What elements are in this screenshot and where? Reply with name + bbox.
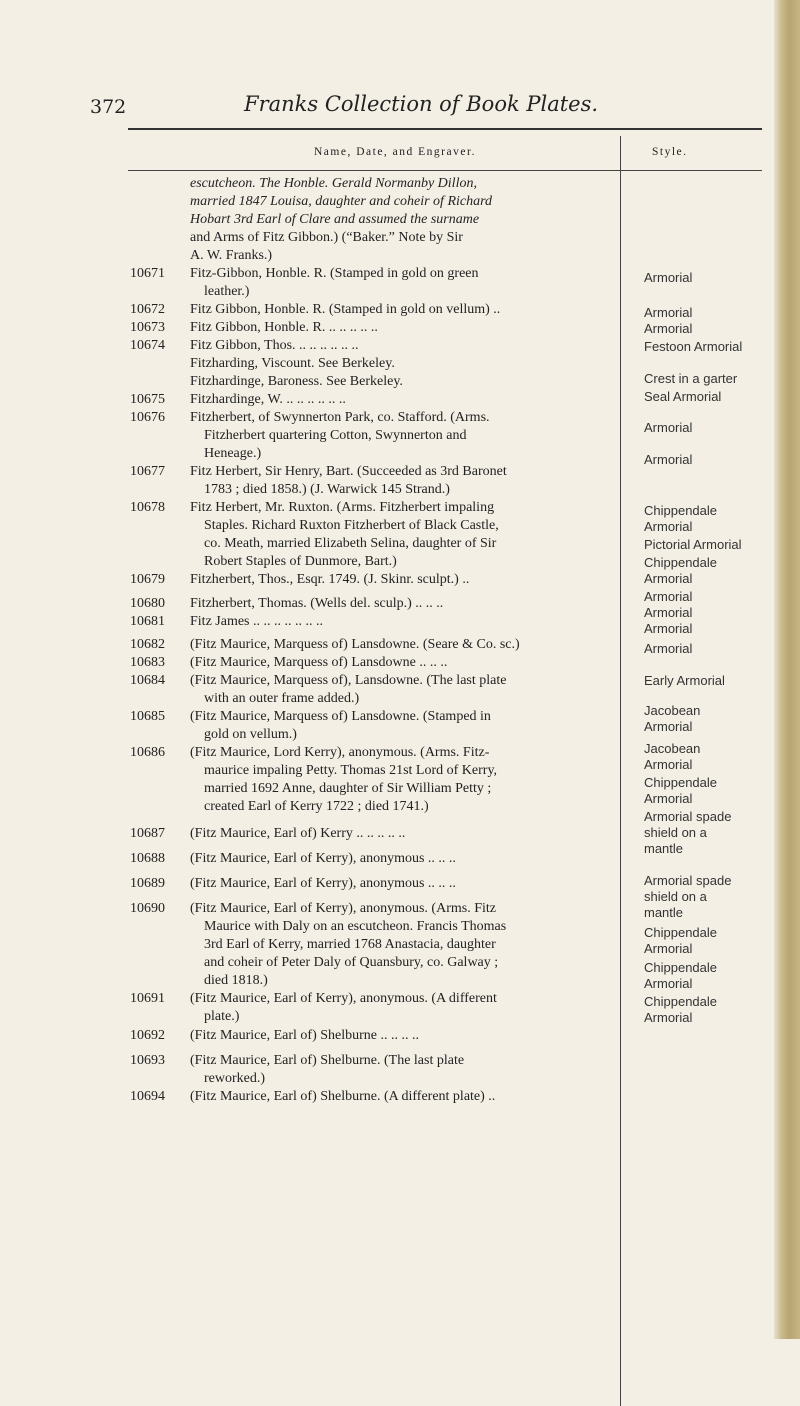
entry-number: 10684 [130, 673, 165, 688]
style-label: Armorial [644, 757, 693, 772]
entry-note-line: and Arms of Fitz Gibbon.) (“Baker.” Note by Sir [190, 230, 463, 245]
entry-note-line: plate.) [204, 1009, 240, 1024]
entry-number: 10677 [130, 464, 165, 479]
entry-number: 10675 [130, 392, 165, 407]
entry-note-line: co. Meath, married Elizabeth Selina, daughter of Sir [204, 536, 497, 551]
style-label: Armorial [644, 605, 693, 620]
style-label: mantle [644, 841, 684, 856]
style-label: shield on a [644, 889, 707, 904]
entry-note-line: Fitzharding, Viscount. See Berkeley. [190, 356, 395, 371]
style-label: Armorial [644, 941, 693, 956]
entry-number: 10680 [130, 596, 165, 611]
style-label: Jacobean [644, 741, 701, 756]
style-label: Armorial spade [644, 809, 732, 824]
style-label: Armorial [644, 589, 693, 604]
entry-name-line: Fitz James .. .. .. .. .. .. .. [190, 614, 323, 629]
entry-number: 10676 [130, 410, 165, 425]
style-label: Chippendale [644, 555, 718, 570]
entry-name-line: (Fitz Maurice, Marquess of) Lansdowne. (Seare & Co. sc.) [190, 637, 520, 652]
style-label: Chippendale [644, 775, 718, 790]
entry-number: 10690 [130, 901, 165, 916]
style-label: Armorial [644, 791, 693, 806]
entry-number: 10689 [130, 876, 165, 891]
entry-name-line: (Fitz Maurice, Earl of) Kerry .. .. .. .. .. [190, 826, 406, 841]
entry-note-line: created Earl of Kerry 1722 ; died 1741.) [204, 799, 429, 814]
header-underline-style [620, 170, 762, 171]
style-label: Armorial spade [644, 873, 732, 888]
entry-note-line: Maurice with Daly on an escutcheon. Francis Thomas [204, 919, 507, 934]
page-number: 372 [90, 96, 127, 118]
entry-note-line: 3rd Earl of Kerry, married 1768 Anastacia, daughter [204, 937, 496, 952]
entry-note-line: Fitzherbert quartering Cotton, Swynnerton and [204, 428, 467, 443]
entry-note-line: died 1818.) [204, 973, 268, 988]
entry-name-line: Fitz Herbert, Sir Henry, Bart. (Succeeded as 3rd Baronet [190, 464, 507, 479]
style-label: Armorial [644, 420, 693, 435]
style-label: Chippendale [644, 960, 718, 975]
entry-name-line: (Fitz Maurice, Earl of Kerry), anonymous. (A different [190, 991, 497, 1006]
entry-note-line: Fitzhardinge, Baroness. See Berkeley. [190, 374, 403, 389]
entry-number: 10674 [130, 338, 165, 353]
entry-note-line: 1783 ; died 1858.) (J. Warwick 145 Strand.) [204, 482, 450, 497]
style-label: Armorial [644, 305, 693, 320]
entry-note-line: Heneage.) [204, 446, 262, 461]
entry-note-line: married 1692 Anne, daughter of Sir William Petty ; [204, 781, 492, 796]
entry-number: 10692 [130, 1028, 165, 1043]
entry-name-line: Fitz Gibbon, Thos. .. .. .. .. .. .. [190, 338, 359, 353]
style-label: Festoon Armorial [644, 339, 743, 354]
style-label: Early Armorial [644, 673, 725, 688]
entry-number: 10673 [130, 320, 165, 335]
entry-number: 10679 [130, 572, 165, 587]
entry-number: 10686 [130, 745, 165, 760]
running-head: Franks Collection of Book Plates. [244, 92, 599, 116]
entry-number: 10683 [130, 655, 165, 670]
entry-note-line: and coheir of Peter Daly of Quansbury, co. Galway ; [204, 955, 499, 970]
style-label: mantle [644, 905, 684, 920]
entry-number: 10688 [130, 851, 165, 866]
style-label: Jacobean [644, 703, 701, 718]
entry-name-line: Fitz-Gibbon, Honble. R. (Stamped in gold on green [190, 266, 479, 281]
entry-name-line: (Fitz Maurice, Earl of) Shelburne. (A different plate) .. [190, 1089, 496, 1104]
entry-note-line: Robert Staples of Dunmore, Bart.) [204, 554, 397, 569]
style-label: Chippendale [644, 503, 718, 518]
entry-number: 10687 [130, 826, 165, 841]
entry-note-line: with an outer frame added.) [204, 691, 360, 706]
style-label: Armorial [644, 976, 693, 991]
style-label: Armorial [644, 1010, 693, 1025]
page-edge [774, 0, 800, 1339]
style-label: Seal Armorial [644, 389, 722, 404]
entry-number: 10691 [130, 991, 165, 1006]
entry-name-line: (Fitz Maurice, Earl of) Shelburne. (The last plate [190, 1053, 465, 1068]
entry-note-line: gold on vellum.) [204, 727, 297, 742]
style-label: Chippendale [644, 925, 718, 940]
entry-note-line: Hobart 3rd Earl of Clare and assumed the surname [190, 212, 480, 227]
entry-name-line: (Fitz Maurice, Earl of) Shelburne .. .. .. .. [190, 1028, 419, 1043]
style-label: Armorial [644, 519, 693, 534]
entry-name-line: (Fitz Maurice, Earl of Kerry), anonymous. (Arms. Fitz [190, 901, 496, 916]
style-label: Pictorial Armorial [644, 537, 742, 552]
style-label: Armorial [644, 719, 693, 734]
top-rule [128, 128, 762, 130]
entry-note-line: escutcheon. The Honble. Gerald Normanby Dillon, [190, 176, 477, 191]
entry-note-line: leather.) [204, 284, 250, 299]
entry-number: 10682 [130, 637, 165, 652]
entry-name-line: Fitzhardinge, W. .. .. .. .. .. .. [190, 392, 346, 407]
column-header-name: Name, Date, and Engraver. [314, 146, 477, 158]
entry-note-line: Staples. Richard Ruxton Fitzherbert of Black Castle, [204, 518, 499, 533]
entry-number: 10678 [130, 500, 165, 515]
entry-name-line: (Fitz Maurice, Earl of Kerry), anonymous .. .. .. [190, 851, 456, 866]
entry-note-line: maurice impaling Petty. Thomas 21st Lord of Kerry, [204, 763, 498, 778]
header-underline-name [128, 170, 620, 171]
style-label: Crest in a garter [644, 371, 738, 386]
column-header-style: Style. [652, 146, 688, 158]
entry-number: 10694 [130, 1089, 165, 1104]
entry-name-line: (Fitz Maurice, Marquess of), Lansdowne. (The last plate [190, 673, 507, 688]
entry-name-line: Fitz Herbert, Mr. Ruxton. (Arms. Fitzherbert impaling [190, 500, 495, 515]
style-label: Armorial [644, 571, 693, 586]
entry-note-line: A. W. Franks.) [190, 248, 273, 263]
style-label: Armorial [644, 452, 693, 467]
entry-name-line: Fitzherbert, Thomas. (Wells del. sculp.) .. .. .. [190, 596, 444, 611]
entry-name-line: Fitz Gibbon, Honble. R. .. .. .. .. .. [190, 320, 378, 335]
style-label: shield on a [644, 825, 707, 840]
style-label: Armorial [644, 270, 693, 285]
entry-name-line: (Fitz Maurice, Earl of Kerry), anonymous .. .. .. [190, 876, 456, 891]
entry-name-line: Fitz Gibbon, Honble. R. (Stamped in gold on vellum) .. [190, 302, 501, 317]
entry-name-line: (Fitz Maurice, Lord Kerry), anonymous. (Arms. Fitz- [190, 745, 490, 760]
entry-name-line: Fitzherbert, Thos., Esqr. 1749. (J. Skinr. sculpt.) .. [190, 572, 470, 587]
entry-number: 10671 [130, 266, 165, 281]
style-label: Chippendale [644, 994, 718, 1009]
column-divider [620, 136, 621, 1406]
entry-name-line: (Fitz Maurice, Marquess of) Lansdowne. (Stamped in [190, 709, 491, 724]
entry-name-line: (Fitz Maurice, Marquess of) Lansdowne .. .. .. [190, 655, 448, 670]
entry-number: 10693 [130, 1053, 165, 1068]
entry-note-line: married 1847 Louisa, daughter and coheir of Richard [190, 194, 493, 209]
style-label: Armorial [644, 621, 693, 636]
entry-note-line: reworked.) [204, 1071, 266, 1086]
style-label: Armorial [644, 641, 693, 656]
entry-name-line: Fitzherbert, of Swynnerton Park, co. Stafford. (Arms. [190, 410, 490, 425]
entry-number: 10672 [130, 302, 165, 317]
entry-number: 10681 [130, 614, 165, 629]
entry-number: 10685 [130, 709, 165, 724]
style-label: Armorial [644, 321, 693, 336]
